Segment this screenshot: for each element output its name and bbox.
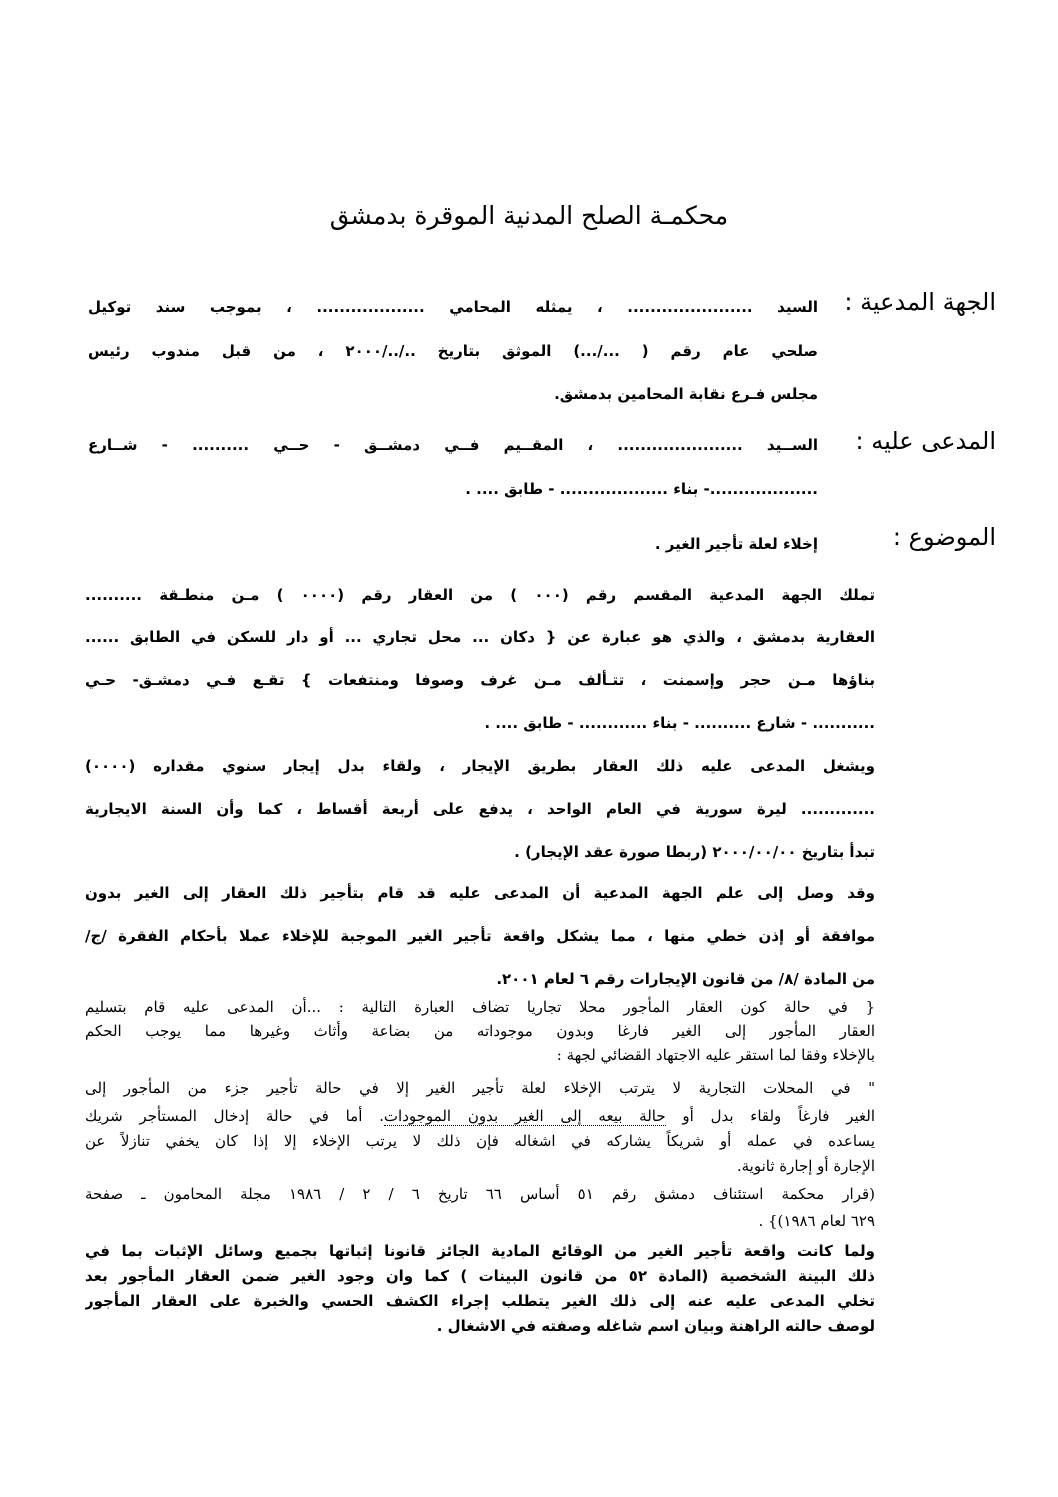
body-line: تبدأ بتاريخ ٢٠٠٠/٠٠/٠٠ (ربطا صورة عقد الإيجار) .	[514, 843, 875, 861]
plaintiff-line: صلحي عام رقم ( .../...) الموثق بتاريخ ../../٢٠٠٠ ، من قبل مندوب رئيس	[88, 342, 818, 360]
quote-line: العقار المأجور إلى الغير فارغا وبدون موجوداته من بضاعة وأثاث وغيرها مما يوجب الحكم	[85, 1022, 875, 1040]
defendant-line: ...................- بناء ................... - طابق .... .	[465, 480, 818, 498]
quote-segment: . أما في حالة إدخال المستأجر شريك	[85, 1107, 384, 1125]
subject-text: إخلاء لعلة تأجير الغير .	[654, 535, 818, 553]
plaintiff-label: الجهة المدعية :	[844, 288, 996, 316]
closing-line: ولما كانت واقعة تأجير الغير من الوقائع المادية الجائز قانونا إثباتها بجميع وسائل الإثبات بما في	[85, 1242, 875, 1260]
quote-line: " في المحلات التجارية لا يترتب الإخلاء لعلة تأجير الغير إلا في حالة تأجير جزء من المأجور إلى	[85, 1079, 875, 1097]
body-line: تملك الجهة المدعية المقسم رقم (٠٠٠ ) من العقار رقم (٠٠٠٠ ) مـن منطـقة ..........	[85, 586, 875, 604]
closing-line: تخلي المدعى عليه عنه إلى ذلك الغير يتطلب إجراء الكشف الحسي والخبرة على العقار المأجور	[85, 1292, 875, 1310]
quote-segment: الغير فارغاً ولقاء بدل أو	[665, 1107, 875, 1125]
closing-line: لوصف حالته الراهنة وبيان اسم شاغله وصفته في الاشغال .	[436, 1317, 875, 1335]
body-line: ............. ليرة سورية في العام الواحد ، يدفع على أربعة أقساط ، كما وأن السنة الايجارية	[85, 800, 875, 818]
body-line: وقد وصل إلى علم الجهة المدعية أن المدعى عليه قد قام بتأجير ذلك العقار إلى الغير بدون	[85, 884, 875, 902]
underlined-phrase: حالة بيعه إلى الغير بدون الموجودات	[383, 1107, 666, 1125]
quote-line: يساعده في عمله أو شريكاً يشاركه في اشغاله فإن ذلك لا يرتب الإخلاء إلا إذا كان يخفي تنازلاً عن	[85, 1132, 875, 1150]
body-line: بناؤها مـن حجر وإسمنت ، تتـألف مـن غرف وصوفا ومنتفعات } تقـع فـي دمشـق- حـي	[85, 671, 875, 689]
court-title: محكمـة الصلح المدنية الموقرة بدمشق	[329, 201, 729, 230]
citation-line: (قرار محكمة استئناف دمشق رقم ٥١ أساس ٦٦ تاريخ ٦ / ٢ / ١٩٨٦ مجلة المحامون ـ صفحة	[85, 1185, 875, 1203]
plaintiff-line: السيد ...................... ، يمثله المحامي ................... ، بموجب سند توكيل	[88, 298, 818, 316]
body-line: ........... - شارع .......... - بناء ............ - طابق .... .	[484, 714, 875, 732]
citation-line: ٦٢٩ لعام ١٩٨٦)} .	[758, 1212, 875, 1230]
defendant-line: الســيد ...................... ، المقــيم فــي دمشــق - حــي .......... - شــارع	[88, 436, 818, 454]
defendant-label: المدعى عليه :	[855, 427, 996, 455]
quote-line: بالإخلاء وفقا لما استقر عليه الاجتهاد القضائي لجهة :	[556, 1046, 875, 1064]
closing-line: ذلك البينة الشخصية (المادة ٥٢ من قانون البينات ) كما وان وجود الغير ضمن العقار المأجور بعد	[85, 1267, 875, 1285]
quote-line: الإجارة أو إجارة ثانوية.	[736, 1157, 875, 1175]
quote-line-underlined	[85, 1105, 875, 1128]
body-line: ويشغل المدعى عليه ذلك العقار بطريق الإيجار ، ولقاء بدل إيجار سنوي مقداره (٠٠٠٠)	[85, 757, 875, 775]
subject-label: الموضوع :	[892, 523, 996, 551]
body-line: العقارية بدمشق ، والذي هو عبارة عن { دكان ... محل تجاري ... أو دار للسكن في الطابق ......	[85, 628, 875, 646]
body-line: من المادة /٨/ من قانون الإيجارات رقم ٦ لعام ٢٠٠١.	[496, 970, 875, 988]
quote-line: { في حالة كون العقار المأجور محلا تجاريا تضاف العبارة التالية : ...أن المدعى عليه قام بتسليم	[85, 998, 875, 1016]
plaintiff-line: مجلس فـرع نقابة المحامين بدمشق.	[554, 385, 818, 403]
body-line: موافقة أو إذن خطي منها ، مما يشكل واقعة تأجير الغير الموجبة للإخلاء عملا بأحكام الفقرة /ج/	[85, 927, 875, 945]
